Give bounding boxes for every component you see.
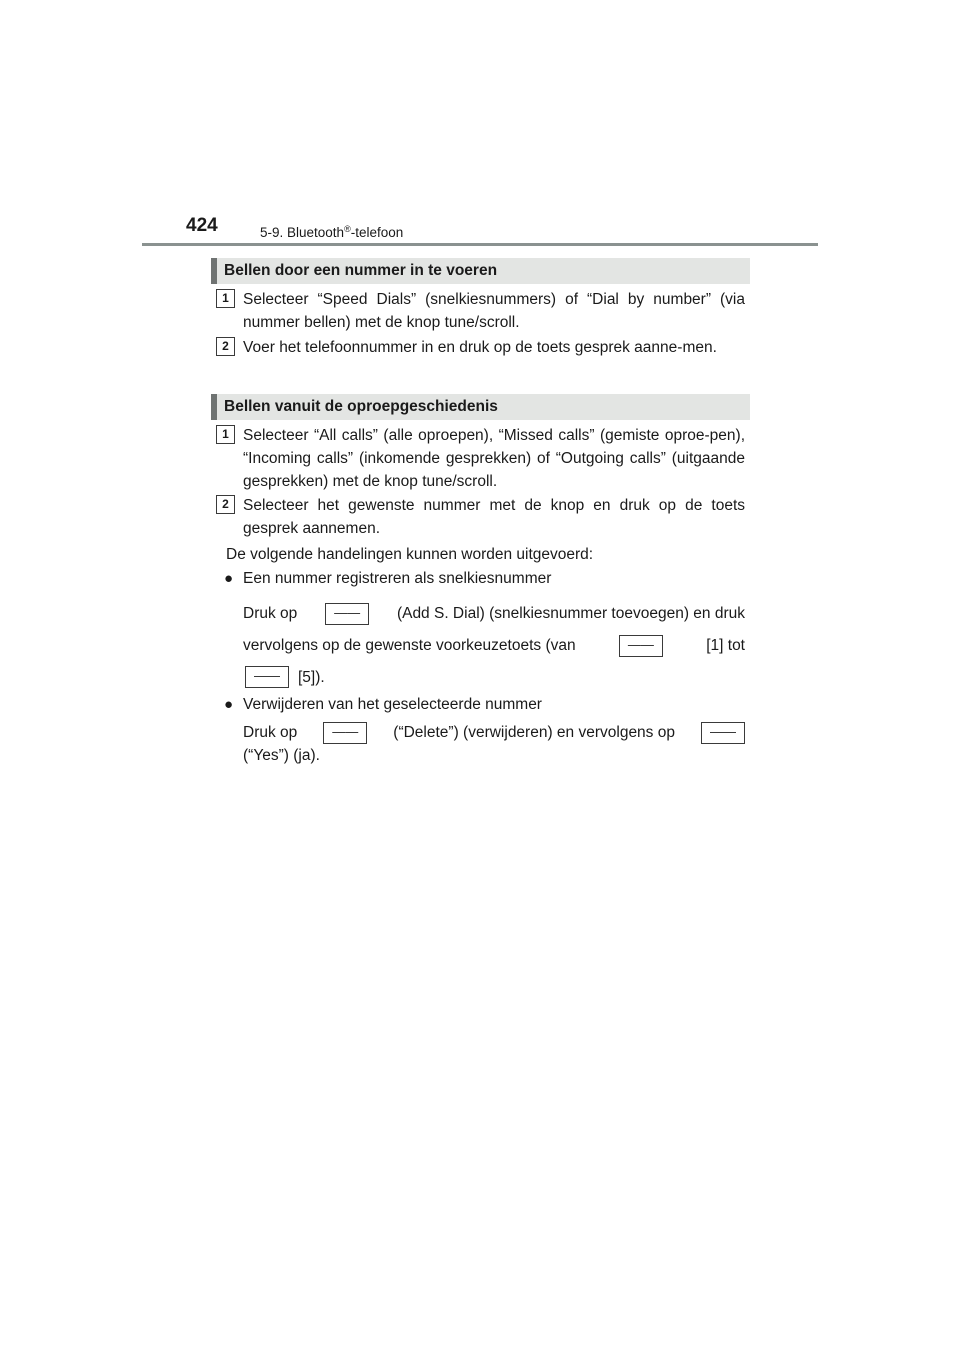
step-number-box: 1	[216, 425, 235, 444]
line-text: [1] tot	[706, 637, 745, 654]
section-heading-call-history: Bellen vanuit de oproepgeschiedenis	[211, 394, 750, 420]
operation-line	[243, 602, 745, 625]
operations-intro: De volgende handelingen kunnen worden uitgevoerd:	[226, 546, 594, 563]
add-speed-dial-key: ——	[325, 603, 369, 625]
step-number-box: 2	[216, 495, 235, 514]
section-prefix: 5-9. Bluetooth	[260, 225, 345, 240]
line-text: (“Delete”) (verwijderen) en vervolgens op	[393, 724, 675, 741]
running-head	[260, 220, 403, 242]
bullet-icon: ●	[224, 570, 234, 587]
header-rule	[142, 243, 818, 246]
bullet-icon: ●	[224, 696, 234, 713]
step-text: Selecteer “Speed Dials” (snelkiesnummers) of “Dial by number” (via nummer bellen) met de knop tune/scroll.	[243, 291, 745, 331]
preset-key-1: ——	[619, 635, 663, 657]
operation-line	[243, 721, 745, 744]
step-text: Selecteer het gewenste nummer met de knop en druk op de toets gesprek aannemen.	[243, 497, 745, 537]
line-text: (Add S. Dial) (snelkiesnummer toevoegen) en druk	[396, 605, 745, 622]
page-number: 424	[186, 215, 218, 236]
yes-key: ——	[701, 722, 745, 744]
operation-title: Een nummer registreren als snelkiesnummer	[243, 570, 552, 587]
step-number-box: 2	[216, 337, 235, 356]
line-text: [5]).	[298, 669, 325, 686]
line-text: Druk op	[243, 605, 298, 622]
delete-key: ——	[323, 722, 367, 744]
operation-line	[243, 634, 745, 657]
step-text: Selecteer “All calls” (alle oproepen), “Missed calls” (gemiste oproe-pen), “Incoming calls” (inkomende gesprekken) of “Outgoing calls” (uitgaande gesprekken) met de knop tune/scroll.	[243, 427, 745, 490]
operation-title: Verwijderen van het geselecteerde nummer	[243, 696, 542, 713]
line-text: Druk op	[243, 724, 298, 741]
step-text: Voer het telefoonnummer in en druk op de toets gesprek aanne-men.	[243, 339, 717, 356]
step-number-box: 1	[216, 289, 235, 308]
section-heading-dial-number: Bellen door een nummer in te voeren	[211, 258, 750, 284]
line-text: vervolgens op de gewenste voorkeuzetoets (van	[243, 637, 576, 654]
preset-key-5: ——	[245, 666, 289, 688]
section-suffix: -telefoon	[350, 225, 404, 240]
registered-mark: ®	[344, 224, 351, 234]
line-text: (“Yes”) (ja).	[243, 747, 320, 764]
